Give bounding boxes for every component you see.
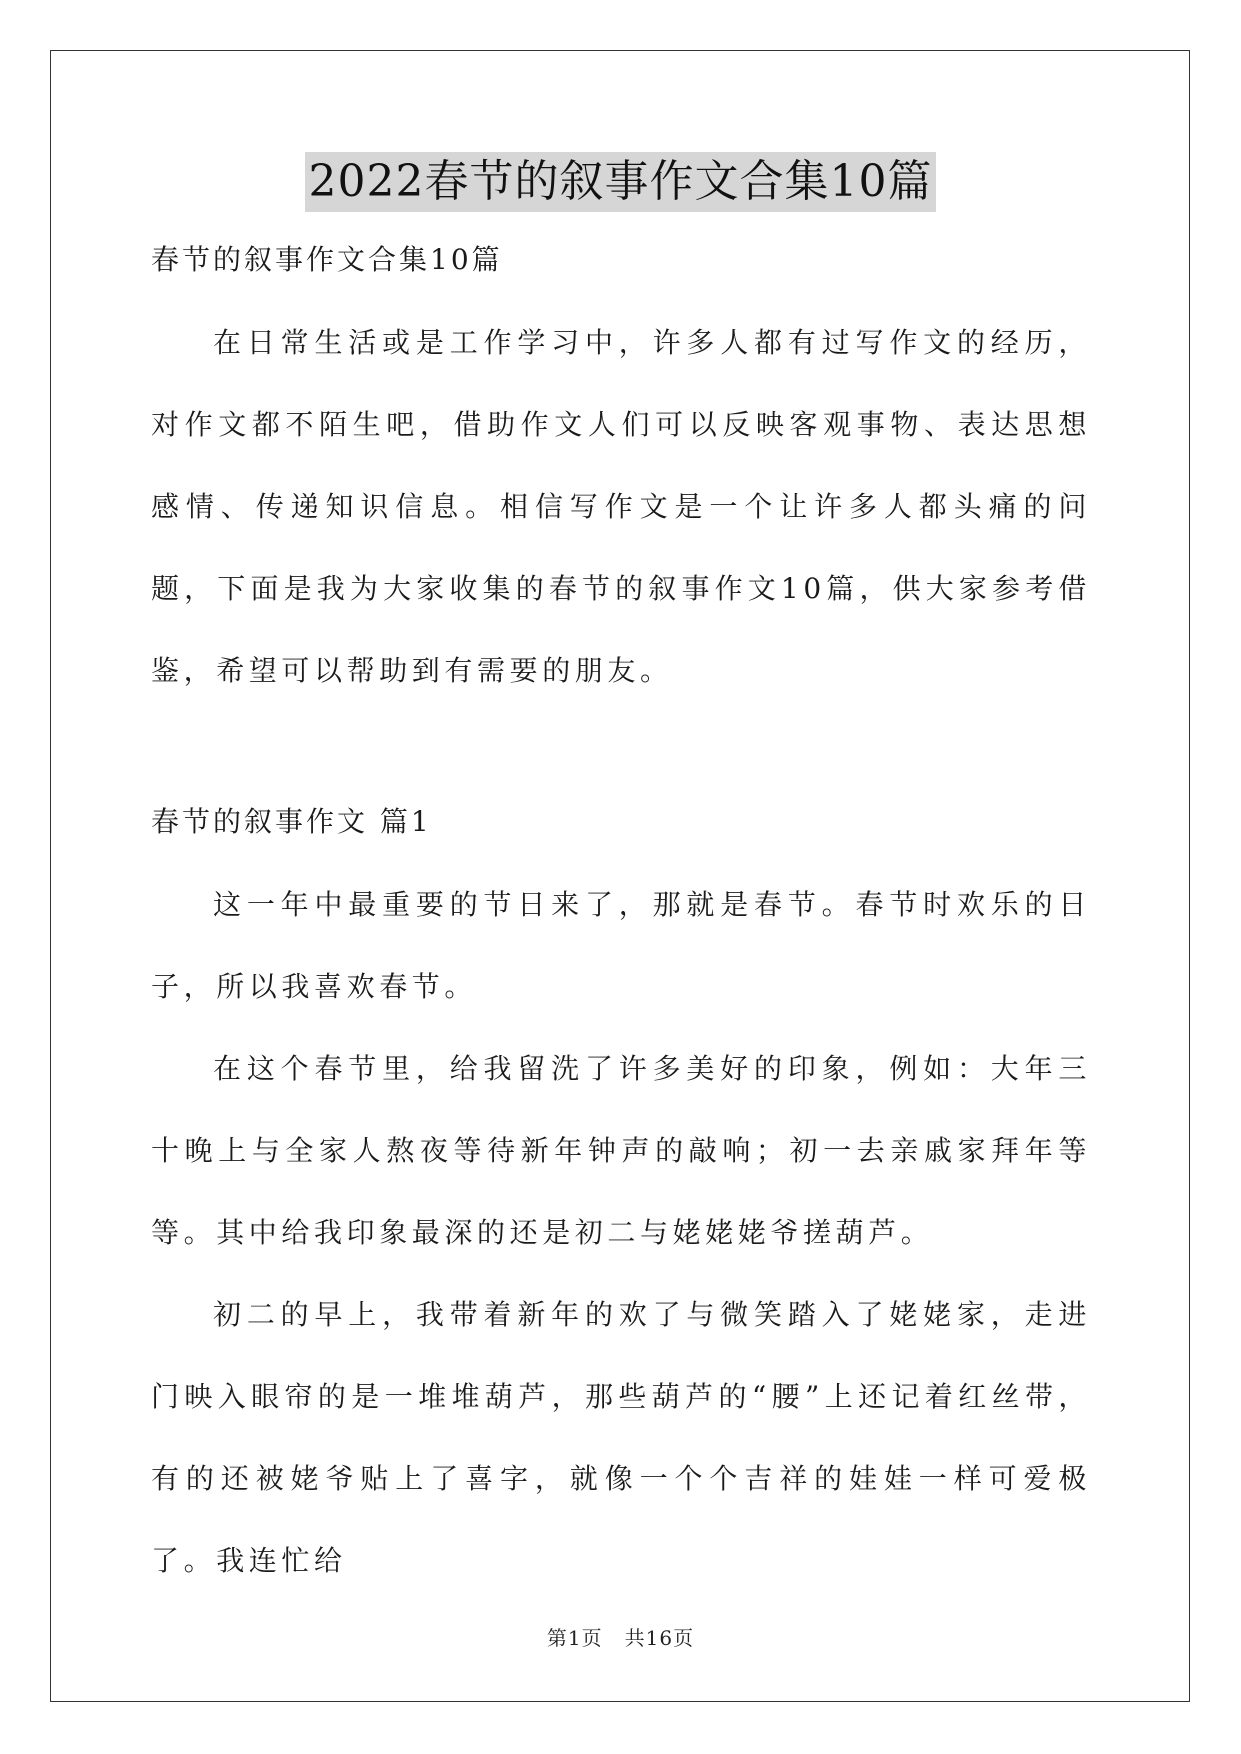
page-footer xyxy=(0,1622,1241,1651)
document-body xyxy=(151,232,1091,1602)
page-total: 共16页 xyxy=(624,1626,695,1650)
intro-paragraph: 在日常生活或是工作学习中，许多人都有过写作文的经历，对作文都不陌生吧，借助作文人们可以反映客观事物、表达思想感情、传递知识信息。相信写作文是一个让许多人都头痛的问题，下面是我为大家收集的春节的叙事作文10篇，供大家参考借鉴，希望可以帮助到有需要的朋友。 xyxy=(151,326,1091,687)
page-number: 第1页 xyxy=(546,1626,603,1650)
section-heading: 春节的叙事作文 篇1 xyxy=(151,805,432,838)
document-subtitle: 春节的叙事作文合集10篇 xyxy=(151,243,503,276)
spacer xyxy=(151,288,1091,302)
spacer xyxy=(151,850,1091,864)
spacer xyxy=(151,712,1091,794)
document-title: 2022春节的叙事作文合集10篇 xyxy=(305,152,937,212)
body-paragraph-2: 在这个春节里，给我留洗了许多美好的印象，例如：大年三十晚上与全家人熬夜等待新年钟声的敲响；初一去亲戚家拜年等等。其中给我印象最深的还是初二与姥姥姥爷搓葫芦。 xyxy=(151,1052,1091,1249)
title-container xyxy=(0,152,1241,212)
body-paragraph-1: 这一年中最重要的节日来了，那就是春节。春节时欢乐的日子，所以我喜欢春节。 xyxy=(151,888,1091,1003)
body-paragraph-3: 初二的早上，我带着新年的欢了与微笑踏入了姥姥家，走进门映入眼帘的是一堆堆葫芦，那些葫芦的“腰”上还记着红丝带，有的还被姥爷贴上了喜字，就像一个个吉祥的娃娃一样可爱极了。我连忙给 xyxy=(151,1298,1091,1577)
